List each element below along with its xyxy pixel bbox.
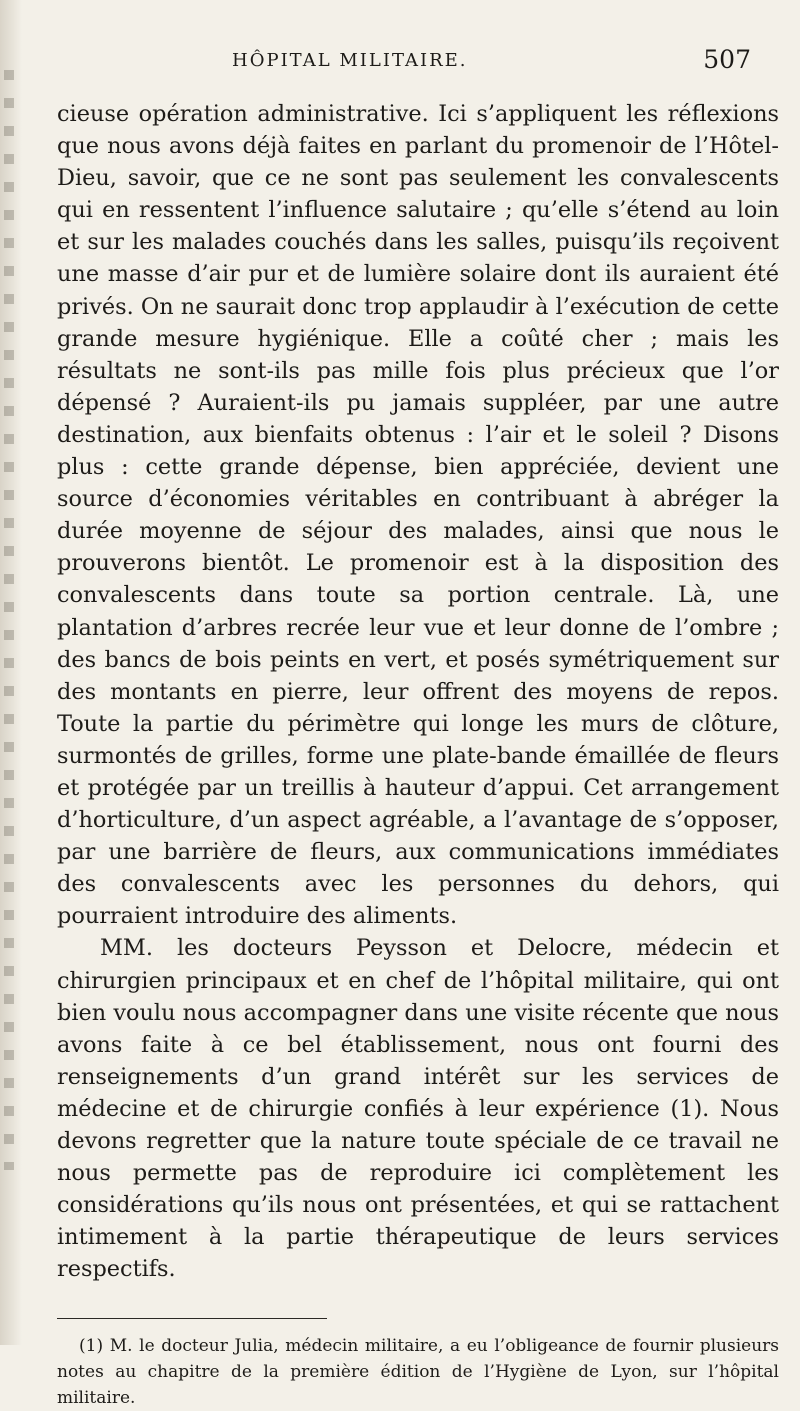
- binding-gutter: [0, 0, 22, 1345]
- page-number: 507: [703, 45, 751, 74]
- book-page: [57, 45, 779, 1411]
- footnote-rule: [57, 1318, 327, 1319]
- paragraph: MM. les docteurs Peysson et Delocre, médecin et chirurgien principaux et en chef de l’hôpital militaire, qui ont bien voulu nous accompagner dans une visite récente que nous avons faite à ce bel établissement, nous ont fourni des renseignements d’un grand intérêt sur les services de médecine et de chirurgie confiés à leur expérience (1). Nous devons regretter que la nature toute spéciale de ce travail ne nous permette pas de reproduire ici complètement les considérations qu’ils nous ont présentées, et qui se rattachent intimement à la partie thérapeutique de leurs services respectifs.: [57, 935, 779, 1283]
- running-header: [57, 45, 779, 80]
- running-title: HÔPITAL MILITAIRE.: [232, 50, 468, 71]
- body-text: [57, 98, 779, 1285]
- footnote: (1) M. le docteur Julia, médecin militaire, a eu l’obligeance de fournir plusieurs notes au chapitre de la première édition de l’Hygiène de Lyon, sur l’hôpital militaire.: [57, 1336, 779, 1409]
- gutter-shadow: [4, 70, 14, 1170]
- paragraph: cieuse opération administrative. Ici s’appliquent les réflexions que nous avons déjà faites en parlant du promenoir de l’Hôtel-Dieu, savoir, que ce ne sont pas seulement les convalescents qui en ressentent l’influence salutaire ; qu’elle s’étend au loin et sur les malades couchés dans les salles, puisqu’ils reçoivent une masse d’air pur et de lumière solaire dont ils auraient été privés. On ne saurait donc trop applaudir à l’exécution de cette grande mesure hygiénique. Elle a coûté cher ; mais les résultats ne sont-ils pas mille fois plus précieux que l’or dépensé ? Auraient-ils pu jamais suppléer, par une autre destination, aux bienfaits obtenus : l’air et le soleil ? Disons plus : cette grande dépense, bien appréciée, devient une source d’économies véritables en contribuant à abréger la durée moyenne de séjour des malades, ainsi que nous le prouverons bientôt. Le promenoir est à la disposition des convalescents dans toute sa portion centrale. Là, une plantation d’arbres recrée leur vue et leur donne de l’ombre ; des bancs de bois peints en vert, et posés symétriquement sur des montants en pierre, leur offrent des moyens de repos. Toute la partie du périmètre qui longe les murs de clôture, surmontés de grilles, forme une plate-bande émaillée de fleurs et protégée par un treillis à hauteur d’appui. Cet arrangement d’horticulture, d’un aspect agréable, a l’avantage de s’opposer, par une barrière de fleurs, aux communications immédiates des convalescents avec les personnes du dehors, qui pourraient introduire des aliments.: [57, 101, 779, 930]
